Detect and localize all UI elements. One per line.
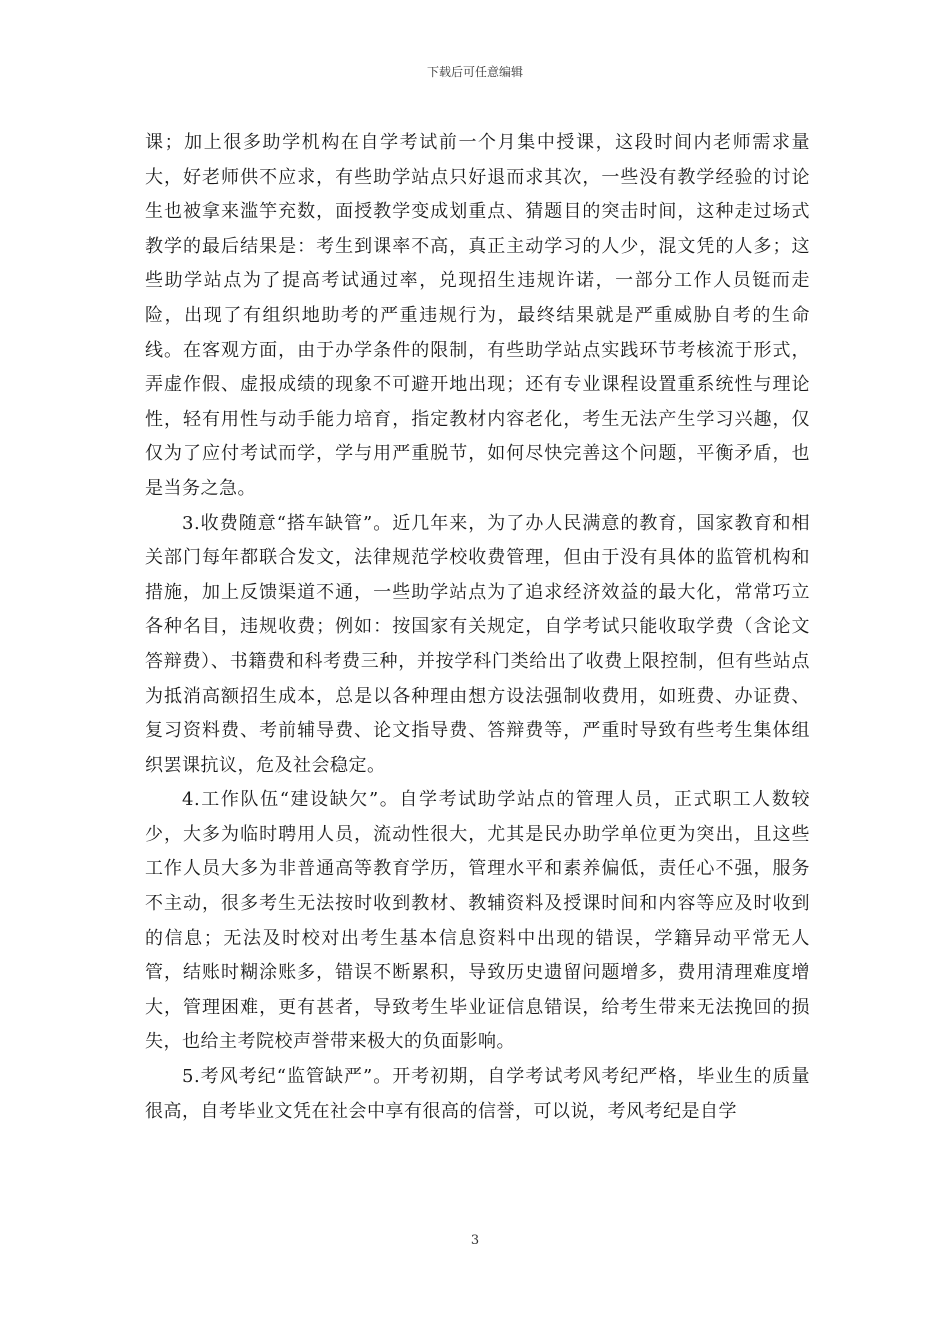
document-body bbox=[145, 126, 810, 1129]
paragraph-continuation: 课；加上很多助学机构在自学考试前一个月集中授课，这段时间内老师需求量大，好老师供不应求，有些助学站点只好退而求其次，一些没有教学经验的讨论生也被拿来滥竽充数，面授教学变成划重点、猜题目的突击时间，这种走过场式教学的最后结果是：考生到课率不高，真正主动学习的人少，混文凭的人多；这些助学站点为了提高考试通过率，兑现招生违规许诺，一部分工作人员铤而走险，出现了有组织地助考的严重违规行为，最终结果就是严重威胁自考的生命线。在客观方面，由于办学条件的限制，有些助学站点实践环节考核流于形式，弄虚作假、虚报成绩的现象不可避开地出现；还有专业课程设置重系统性与理论性，轻有用性与动手能力培育，指定教材内容老化，考生无法产生学习兴趣，仅仅为了应付考试而学，学与用严重脱节，如何尽快完善这个问题，平衡矛盾，也是当务之急。 bbox=[145, 132, 810, 499]
page-number: 3 bbox=[470, 1233, 480, 1248]
paragraph-section-5: 5.考风考纪“监管缺严”。开考初期，自学考试考风考纪严格，毕业生的质量很高，自考毕业文凭在社会中享有很高的信誉，可以说，考风考纪是自学 bbox=[145, 1066, 810, 1122]
paragraph-section-3: 3.收费随意“搭车缺管”。近几年来，为了办人民满意的教育，国家教育和相关部门每年都联合发文，法律规范学校收费管理，但由于没有具体的监管机构和措施，加上反馈渠道不通，一些助学站点为了追求经济效益的最大化，常常巧立各种名目，违规收费；例如：按国家有关规定，自学考试只能收取学费（含论文答辩费）、书籍费和科考费三种，并按学科门类给出了收费上限控制，但有些站点为抵消高额招生成本，总是以各种理由想方设法强制收费用，如班费、办证费、复习资料费、考前辅导费、论文指导费、答辩费等，严重时导致有些考生集体组织罢课抗议，危及社会稳定。 bbox=[145, 512, 810, 776]
page-header: 下载后可任意编辑 bbox=[426, 65, 523, 79]
paragraph-section-4: 4.工作队伍“建设缺欠”。自学考试助学站点的管理人员，正式职工人数较少，大多为临时聘用人员，流动性很大，尤其是民办助学单位更为突出，且这些工作人员大多为非普通高等教育学历，管理水平和素养偏低，责任心不强，服务不主动，很多考生无法按时收到教材、教辅资料及授课时间和内容等应及时收到的信息；无法及时校对出考生基本信息资料中出现的错误，学籍异动平常无人管，结账时糊涂账多，错误不断累积，导致历史遗留问题增多，费用清理难度增大，管理困难，更有甚者，导致考生毕业证信息错误，给考生带来无法挽回的损失，也给主考院校声誉带来极大的负面影响。 bbox=[145, 789, 810, 1053]
